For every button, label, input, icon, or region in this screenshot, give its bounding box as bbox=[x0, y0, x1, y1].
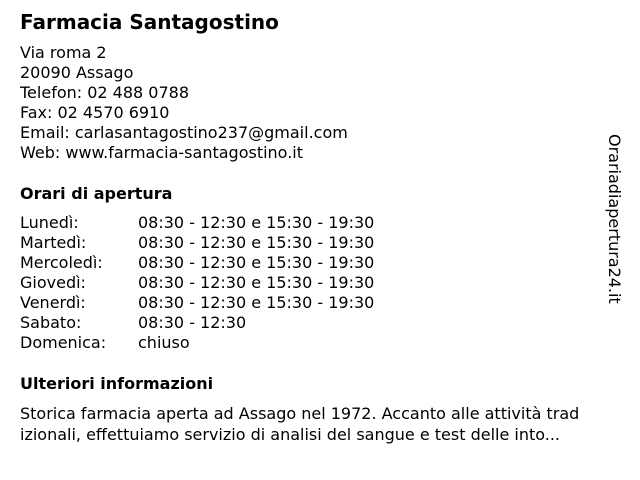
pharmacy-name: Farmacia Santagostino bbox=[20, 10, 279, 34]
more-info-line: izionali, effettuiamo servizio di analisi del sangue e test delle into... bbox=[20, 425, 561, 444]
email-address: Email: carlasantagostino237@gmail.com bbox=[20, 123, 348, 142]
day-hours: 08:30 - 12:30 e 15:30 - 19:30 bbox=[138, 233, 375, 252]
day-label: Lunedì: bbox=[20, 213, 79, 232]
day-label: Mercoledì: bbox=[20, 253, 103, 272]
day-label: Venerdì: bbox=[20, 293, 86, 312]
address-street: Via roma 2 bbox=[20, 43, 107, 62]
contact-block bbox=[20, 43, 348, 163]
opening-hours-heading: Orari di apertura bbox=[20, 184, 173, 203]
day-label: Martedì: bbox=[20, 233, 87, 252]
website-url: Web: www.farmacia-santagostino.it bbox=[20, 143, 303, 162]
site-watermark: Orariadiapertura24.it bbox=[605, 134, 624, 304]
day-hours: 08:30 - 12:30 e 15:30 - 19:30 bbox=[138, 253, 375, 272]
more-info-line: Storica farmacia aperta ad Assago nel 1972. Accanto alle attività trad bbox=[20, 404, 580, 423]
day-hours: 08:30 - 12:30 e 15:30 - 19:30 bbox=[138, 273, 375, 292]
day-label: Sabato: bbox=[20, 313, 82, 332]
address-city: 20090 Assago bbox=[20, 63, 134, 82]
day-hours: 08:30 - 12:30 e 15:30 - 19:30 bbox=[138, 293, 375, 312]
day-hours: 08:30 - 12:30 e 15:30 - 19:30 bbox=[138, 213, 375, 232]
fax-number: Fax: 02 4570 6910 bbox=[20, 103, 170, 122]
more-info-heading: Ulteriori informazioni bbox=[20, 374, 214, 393]
day-hours: chiuso bbox=[138, 333, 190, 352]
day-label: Domenica: bbox=[20, 333, 107, 352]
day-hours: 08:30 - 12:30 bbox=[138, 313, 247, 332]
more-info-text bbox=[20, 403, 630, 445]
phone-number: Telefon: 02 488 0788 bbox=[20, 83, 190, 102]
day-label: Giovedì: bbox=[20, 273, 86, 292]
